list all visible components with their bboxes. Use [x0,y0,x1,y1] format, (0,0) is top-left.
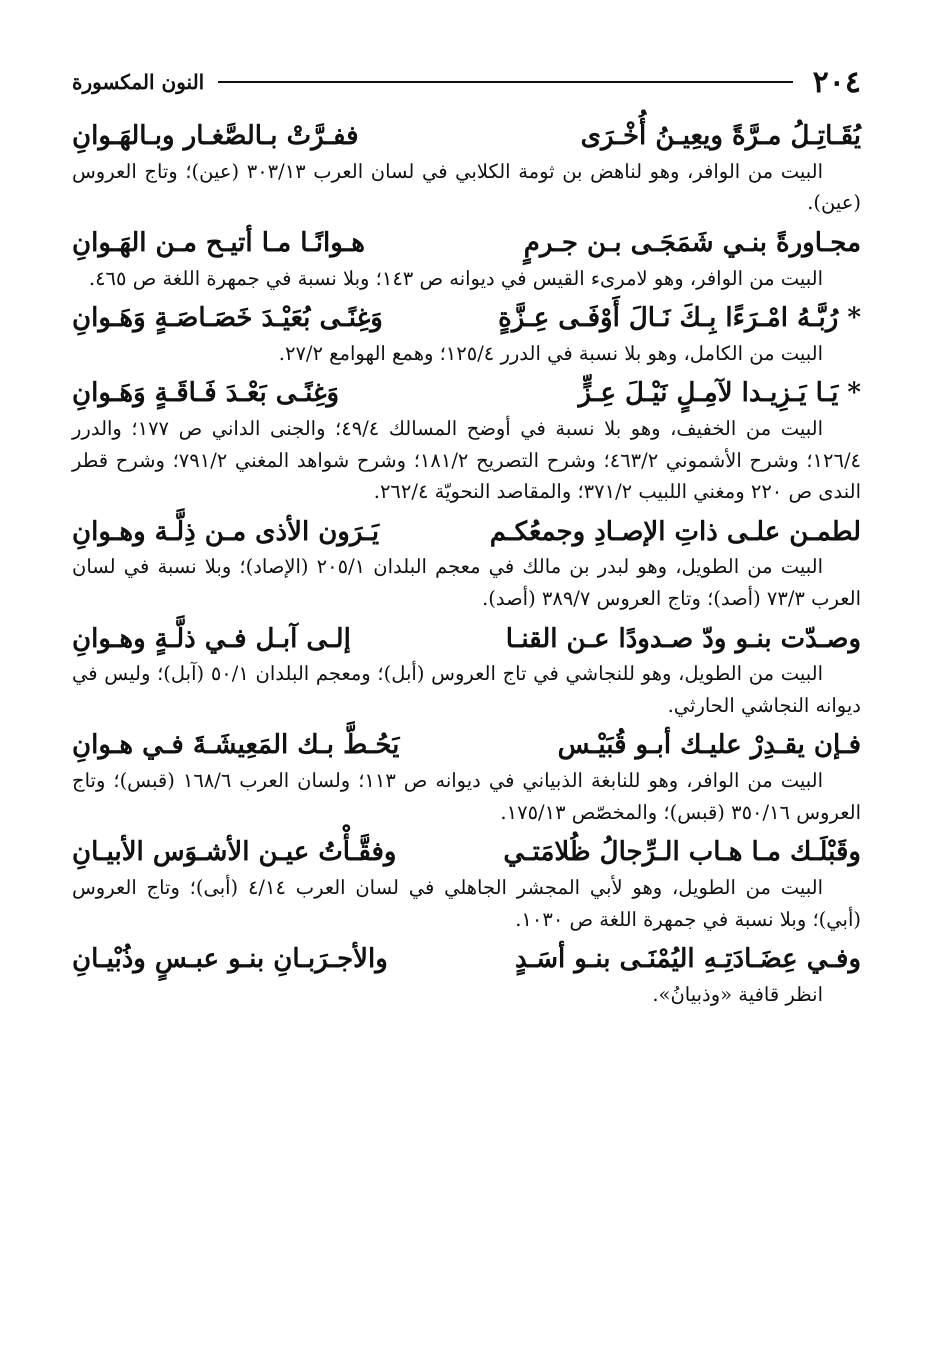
verse-entry [72,514,861,615]
verse-entry [72,375,861,507]
verse-line [72,225,861,263]
verse-entry [72,727,861,828]
verse-entry [72,118,861,219]
first-hemistich: يُقَـاتِـلُ مـرَّةً ويعِيـنُ أُخْـرَى [580,121,861,151]
verse-entry [72,941,861,1010]
verse-note: البيت من الطويل، وهو للنجاشي في تاج العروس (أبل)؛ ومعجم البلدان ٥٠/١ (آبل)؛ وليس في ديوانه النجاشي الحارثي. [72,662,861,717]
verse-line [72,375,861,413]
second-hemistich: هـوانًـا مـا أتيـح مـن الهَـوانِ [72,227,365,258]
verse-entry [72,621,861,722]
verse-line [72,300,861,338]
second-hemistich: إلـى آبـل فـي ذلَّـةٍ وهـوانِ [72,623,351,654]
first-hemistich: لطمـن علـى ذاتِ الإصـادِ وجمعُكـم [489,516,861,547]
verse-note: البيت من الكامل، وهو بلا نسبة في الدرر ١٢٥/٤؛ وهمع الهوامع ٢٧/٢. [278,341,823,365]
second-hemistich: وَغِنًـى بُعَيْـدَ خَصَـاصَـةٍ وَهَـوانِ [72,303,383,334]
second-hemistich: ففـرَّتْ بـالصَّغـار وبـالهَـوانِ [72,121,359,151]
running-title: النون المكسورة [72,70,205,94]
first-hemistich: فـإن يقـدِرْ عليـك أبـو قُبَيْـس [557,730,861,761]
entries-container [72,118,861,1010]
verse-note: البيت من الخفيف، وهو بلا نسبة في أوضح المسالك ٤٩/٤؛ والجنى الداني ص ١٧٧؛ والدرر ١٢٦/٤؛ وشرح الأشموني ٤٦٣/٢؛ وشرح التصريح ١٨١/٢؛ وشرح شواهد المغني ٧٩١/٢؛ وشرح قطر الندى ص ٢٢٠ ومغني اللبيب ٣٧١/٢؛ والمقاصد النحويّة ٢٦٢/٤. [72,417,861,504]
verse-note: البيت من الطويل، وهو لبدر بن مالك في معجم البلدان ٢٠٥/١ (الإصاد)؛ وبلا نسبة في لسان العرب ٧٣/٣ (أصد)؛ وتاج العروس ٣٨٩/٧ (أصد). [72,555,861,611]
second-hemistich: وفقَّـأْتُ عيـن الأشـوَس الأبيـانِ [72,837,397,868]
first-hemistich: وفـي عِضَـادَتِـهِ اليُمْنَـى بنـو أسَـدٍ [514,944,861,975]
second-hemistich: يَحُـطَّ بـك المَعِيشَـةَ فـي هـوانِ [72,730,400,761]
second-hemistich: والأجـرَبـانِ بنـو عبـسٍ وذُبْيـانِ [72,944,388,975]
verse-line [72,941,861,979]
verse-line [72,118,861,156]
verse-note: البيت من الطويل، وهو لأبي المجشر الجاهلي في لسان العرب ٤/١٤ (أبى)؛ وتاج العروس (أبي)؛ وبلا نسبة في جمهرة اللغة ص ١٠٣٠. [72,876,861,931]
first-hemistich: * رُبَّـهُ امْـرَءًا بِـكَ نَـالَ أَوْفَـى عِـزَّةٍ [498,303,861,334]
first-hemistich: وقَبْلَـك مـا هـاب الـرِّجالُ ظُلامَتـي [503,837,861,868]
first-hemistich: وصـدّت بنـو ودّ صـدودًا عـن القنـا [505,623,861,654]
verse-entry [72,834,861,935]
verse-entry [72,225,861,294]
verse-note: انظر قافية «وذبيانُ». [652,982,823,1006]
first-hemistich: * يَـا يَـزِيـدا لآمِـلٍ نَيْـلَ عِـزٍّ [578,378,861,409]
second-hemistich: وَغِنًـى بَعْـدَ فَـاقَـةٍ وَهَـوانِ [72,378,340,409]
verse-line [72,727,861,765]
verse-note: البيت من الوافر، وهو لامرىء القيس في ديوانه ص ١٤٣؛ وبلا نسبة في جمهرة اللغة ص ٤٦٥. [88,266,823,290]
verse-line [72,514,861,552]
second-hemistich: يَـرَون الأذى مـن ذِلَّـة وهـوانِ [72,516,380,547]
first-hemistich: مجـاورةً بنـي شَمَجَـى بـن جـرمٍ [523,227,861,258]
page-header [72,62,861,102]
header-rule [218,81,792,83]
page-number: ٢٠٤ [812,64,861,100]
verse-line [72,834,861,872]
verse-note: البيت من الوافر، وهو لناهض بن ثومة الكلابي في لسان العرب ٣٠٣/١٣ (عين)؛ وتاج العروس (عين). [72,159,861,215]
verse-entry [72,300,861,369]
verse-note: البيت من الوافر، وهو للنابغة الذبياني في ديوانه ص ١١٣؛ ولسان العرب ١٦٨/٦ (قبس)؛ وتاج العروس ٣٥٠/١٦ (قبس)؛ والمخصّص ١٧٥/١٣. [72,769,861,824]
verse-line [72,621,861,659]
